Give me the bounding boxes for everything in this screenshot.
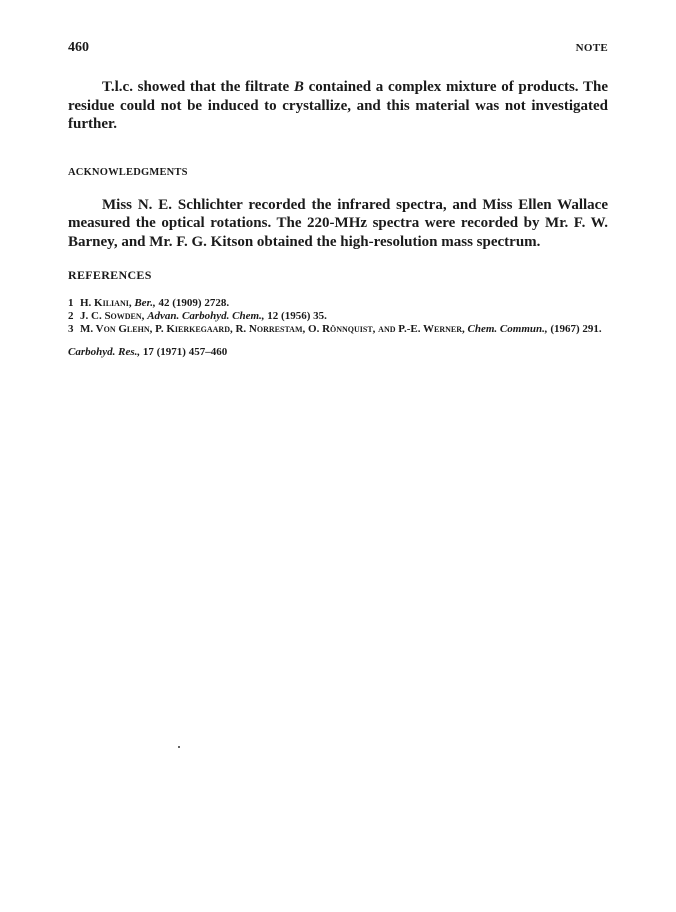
journal-citation (68, 346, 608, 358)
acknowledgments-paragraph: Miss N. E. Schlichter recorded the infrared spectra, and Miss Ellen Wallace measured the optical rotations. The 220-MHz spectra were recorded by Mr. F. W. Barney, and Mr. F. G. Kitson obtained the high-resolution mass spectrum. (68, 196, 608, 250)
citation-details: 17 (1971) 457–460 (140, 346, 228, 358)
body-text-b: contained a complex mixture of products. The residue could not be induced to crystallize, and this material was not investigated further. (68, 79, 608, 132)
page-number: 460 (68, 40, 89, 55)
reference-details: 12 (1956) 35. (264, 310, 327, 322)
reference-item (68, 323, 608, 336)
reference-body (80, 323, 608, 336)
page-header (68, 40, 608, 64)
reference-authors: J. C. Sowden, (80, 310, 145, 322)
reference-number: 3 (68, 323, 74, 335)
body-text-italic: B (293, 79, 304, 95)
reference-details: (1967) 291. (547, 323, 602, 335)
references-list (68, 297, 608, 336)
reference-authors: M. Von Glehn, P. Kierkegaard, R. Norrestam, O. Rönnquist, and P.-E. Werner, (80, 323, 465, 335)
body-paragraph (68, 78, 608, 134)
reference-authors: H. Kiliani, (80, 297, 132, 309)
reference-journal: Chem. Commun., (467, 323, 548, 335)
reference-number: 1 (68, 297, 74, 309)
acknowledgments-heading: ACKNOWLEDGMENTS (68, 166, 188, 178)
reference-item (68, 297, 608, 310)
reference-body (80, 297, 608, 310)
reference-item (68, 310, 608, 323)
reference-journal: Ber., (134, 297, 156, 309)
reference-journal: Advan. Carbohyd. Chem., (147, 310, 265, 322)
reference-details: 42 (1909) 2728. (155, 297, 230, 309)
reference-body (80, 310, 608, 323)
citation-journal: Carbohyd. Res., (68, 346, 141, 358)
reference-number: 2 (68, 310, 74, 322)
stray-mark (178, 746, 180, 748)
document-page (68, 40, 608, 369)
references-heading: REFERENCES (68, 268, 152, 282)
running-head: NOTE (575, 42, 608, 54)
body-text-a: T.l.c. showed that the filtrate (102, 79, 294, 95)
